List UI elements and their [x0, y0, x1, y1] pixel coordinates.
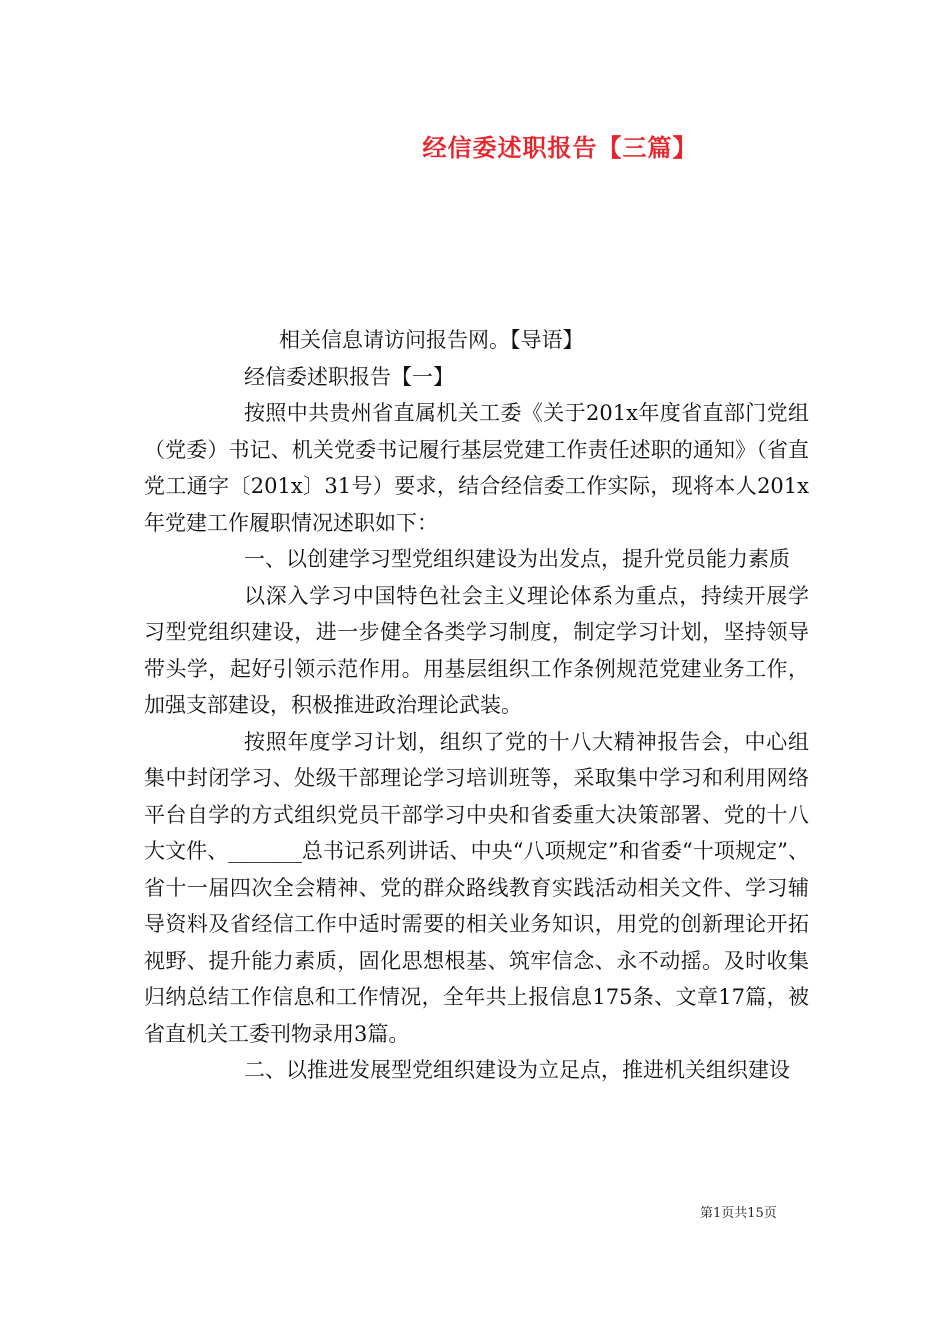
section-subtitle: 经信委述职报告【一】: [244, 364, 454, 389]
page-number: 第1页共15页: [700, 1206, 777, 1221]
paragraph-1: 按照中共贵州省直属机关工委《关于201x年度省直部门党组（党委）书记、机关党委书记履行基层党建工作责任述职的通知》（省直党工通字〔201x〕31号）要求，结合经信委工作实际，现将本人201x年党建工作履职情况述职如下：: [144, 401, 809, 535]
document-body: [144, 322, 809, 1089]
document-title: 经信委述职报告【三篇】: [422, 134, 698, 162]
heading-2: 二、以推进发展型党组织建设为立足点，推进机关组织建设: [244, 1058, 790, 1082]
paragraph-3: 按照年度学习计划，组织了党的十八大精神报告会，中心组集中封闭学习、处级干部理论学习培训班等，采取集中学习和利用网络平台自学的方式组织党员干部学习中央和省委重大决策部署、党的十八大文件、_______总书记系列讲话、中央“八项规定”和省委“十项规定”、省十一届四次全会精神、党的群众路线教育实践活动相关文件、学习辅导资料及省经信工作中适时需要的相关业务知识，用党的创新理论开拓视野、提升能力素质，固化思想根基、筑牢信念、永不动摇。及时收集归纳总结工作信息和工作情况，全年共上报信息175条、文章17篇，被省直机关工委刊物录用3篇。: [144, 729, 809, 1046]
intro-line: 相关信息请访问报告网。【导语】: [279, 328, 584, 352]
paragraph-2: 以深入学习中国特色社会主义理论体系为重点，持续开展学习型党组织建设，进一步健全各类学习制度，制定学习计划，坚持领导带头学，起好引领示范作用。用基层组织工作条例规范党建业务工作，加强支部建设，积极推进政治理论武装。: [144, 583, 809, 717]
heading-1: 一、以创建学习型党组织建设为出发点，提升党员能力素质: [244, 547, 790, 571]
